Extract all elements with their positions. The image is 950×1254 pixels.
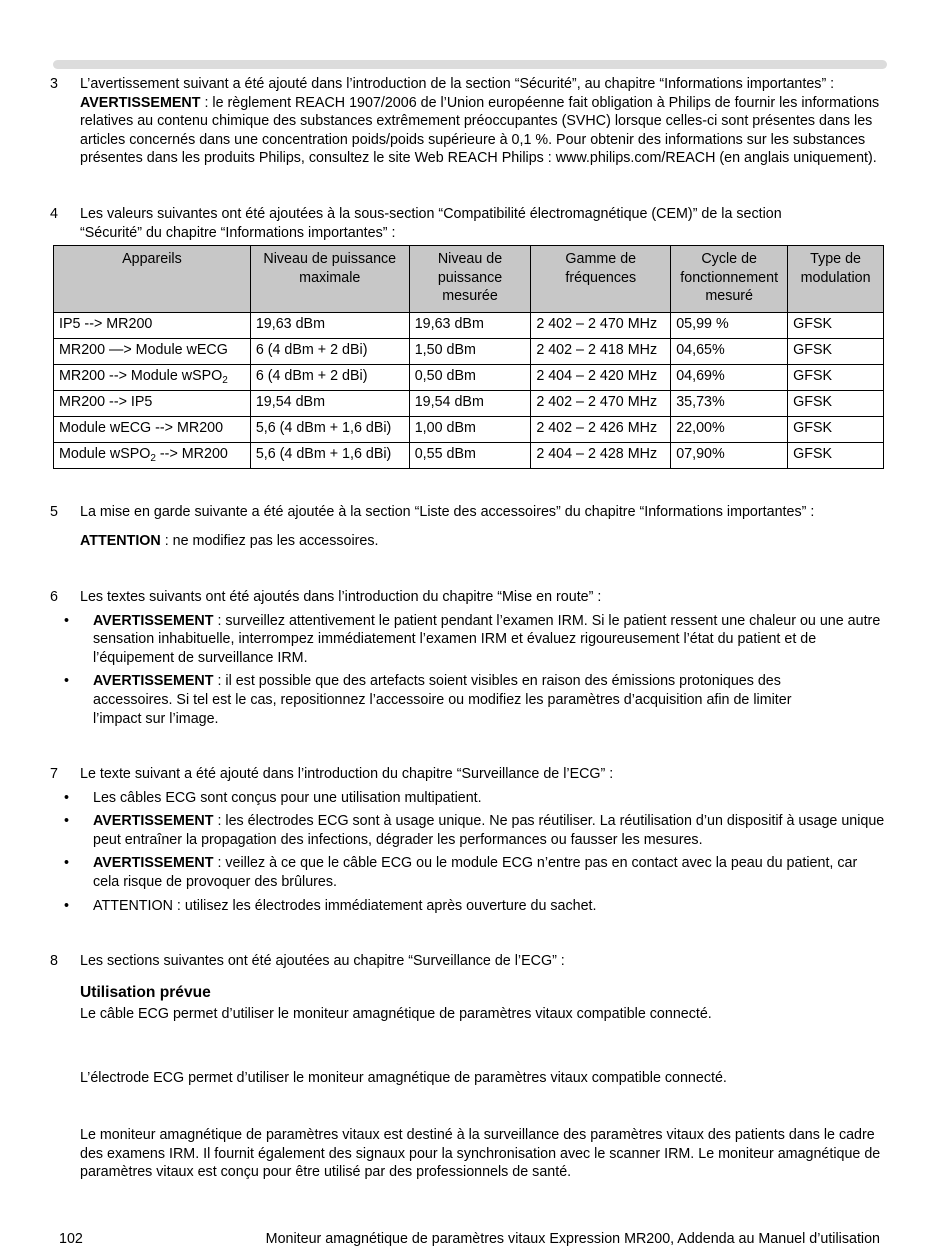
- cell-max-power: 6 (4 dBm + 2 dBi): [250, 338, 409, 364]
- header-bar: [53, 60, 887, 69]
- footer-title: Moniteur amagnétique de paramètres vitaux Expression MR200, Addenda au Manuel d’utilisation: [265, 1231, 880, 1247]
- table-row: [54, 390, 884, 416]
- caution-text: : ne modifiez pas les accessoires.: [160, 532, 379, 549]
- cell-frequency: 2 402 – 2 426 MHz: [531, 416, 671, 442]
- item-7: [50, 765, 886, 915]
- column-header: Niveau de puissance maximale: [250, 246, 409, 313]
- item-6: [50, 588, 886, 728]
- cell-max-power: 19,63 dBm: [250, 312, 409, 338]
- cell-frequency: 2 402 – 2 418 MHz: [531, 338, 671, 364]
- column-header: Gamme de fréquences: [531, 246, 671, 313]
- page-number: 102: [59, 1231, 83, 1247]
- item-text: Les sections suivantes ont été ajoutées au chapitre “Surveillance de l’ECG” :: [80, 953, 565, 969]
- item-number: 7: [50, 766, 58, 782]
- cell-max-power: 5,6 (4 dBm + 1,6 dBi): [250, 416, 409, 442]
- paragraph-block: [50, 1069, 886, 1088]
- bullet-item: • AVERTISSEMENT : veillez à ce que le câble ECG ou le module ECG n’entre pas en contact avec la peau du patient, car cela risque de provoquer des brûlures.: [93, 854, 886, 891]
- cell-duty-cycle: 05,99 %: [671, 312, 788, 338]
- warning-label: AVERTISSEMENT: [80, 94, 201, 111]
- cell-duty-cycle: 07,90%: [671, 442, 788, 468]
- cell-duty-cycle: 04,65%: [671, 338, 788, 364]
- paragraph-block: [50, 1126, 886, 1182]
- caution-line: [80, 532, 886, 551]
- item-text: Les valeurs suivantes ont été ajoutées à la sous-section “Compatibilité électromagnétique (CEM)” de la section “Sécurité” du chapitre “Informations importantes” :: [80, 206, 782, 241]
- cell-measured-power: 0,50 dBm: [409, 364, 531, 390]
- table-row: [54, 364, 884, 390]
- cell-max-power: 19,54 dBm: [250, 390, 409, 416]
- cell-frequency: 2 404 – 2 428 MHz: [531, 442, 671, 468]
- item-5: [50, 503, 886, 550]
- column-header: Niveau de puissance mesurée: [409, 246, 531, 313]
- bullet-item: • ATTENTION : utilisez les électrodes immédiatement après ouverture du sachet.: [93, 897, 886, 916]
- bullet-item: • AVERTISSEMENT : il est possible que des artefacts soient visibles en raison des émissions protoniques des accessoires. Si tel est le cas, repositionnez l’accessoire ou modifiez les paramètres d’acquisition afin de limiter l’impact sur l’image.: [93, 672, 838, 728]
- item-text: La mise en garde suivante a été ajoutée à la section “Liste des accessoires” du chapitre “Informations importantes” :: [80, 504, 815, 520]
- cell-duty-cycle: 35,73%: [671, 390, 788, 416]
- paragraph: L’électrode ECG permet d’utiliser le moniteur amagnétique de paramètres vitaux compatible connecté.: [80, 1070, 727, 1086]
- item-number: 4: [50, 206, 58, 222]
- item-3: [50, 75, 886, 168]
- item-number: 8: [50, 953, 58, 969]
- item-intro: L’avertissement suivant a été ajouté dans l’introduction de la section “Sécurité”, au chapitre “Informations importantes” :: [80, 76, 835, 92]
- cell-modulation: GFSK: [788, 416, 884, 442]
- table-row: [54, 442, 884, 468]
- cell-duty-cycle: 22,00%: [671, 416, 788, 442]
- table-header-row: [54, 246, 884, 313]
- table-row: [54, 338, 884, 364]
- column-header: Appareils: [54, 246, 251, 313]
- cell-max-power: 5,6 (4 dBm + 1,6 dBi): [250, 442, 409, 468]
- cell-duty-cycle: 04,69%: [671, 364, 788, 390]
- cell-max-power: 6 (4 dBm + 2 dBi): [250, 364, 409, 390]
- item-text: Les textes suivants ont été ajoutés dans l’introduction du chapitre “Mise en route” :: [80, 589, 602, 605]
- cell-measured-power: 1,50 dBm: [409, 338, 531, 364]
- column-header: Type de modulation: [788, 246, 884, 313]
- cell-device: Module wECG --> MR200: [54, 416, 251, 442]
- cell-frequency: 2 404 – 2 420 MHz: [531, 364, 671, 390]
- cell-modulation: GFSK: [788, 364, 884, 390]
- cell-device: MR200 —> Module wECG: [54, 338, 251, 364]
- cell-modulation: GFSK: [788, 312, 884, 338]
- paragraph: Le câble ECG permet d’utiliser le moniteur amagnétique de paramètres vitaux compatible connecté.: [80, 1005, 712, 1022]
- item-8: [50, 952, 886, 971]
- table-row: [54, 416, 884, 442]
- cell-device: IP5 --> MR200: [54, 312, 251, 338]
- cell-measured-power: 19,63 dBm: [409, 312, 531, 338]
- section-intended-use: [50, 984, 886, 1023]
- item-number: 5: [50, 504, 58, 520]
- cell-device: MR200 --> IP5: [54, 390, 251, 416]
- table-row: [54, 312, 884, 338]
- cell-frequency: 2 402 – 2 470 MHz: [531, 312, 671, 338]
- item-number: 6: [50, 589, 58, 605]
- paragraph: Le moniteur amagnétique de paramètres vitaux est destiné à la surveillance des paramètres vitaux des patients dans le cadre des examens IRM. Il fournit également des signaux pour la synchronisation avec le scanner IRM. Le moniteur amagnétique de paramètres vitaux est conçu pour être utilisé par des professionnels de santé.: [80, 1127, 881, 1181]
- cell-modulation: GFSK: [788, 442, 884, 468]
- cell-modulation: GFSK: [788, 338, 884, 364]
- item-text: Le texte suivant a été ajouté dans l’introduction du chapitre “Surveillance de l’ECG” :: [80, 766, 614, 782]
- section-heading: Utilisation prévue: [80, 984, 211, 1001]
- cell-device: MR200 --> Module wSPO$_2$: [54, 364, 251, 390]
- bullet-item: • Les câbles ECG sont conçus pour une utilisation multipatient.: [93, 789, 886, 808]
- column-header: Cycle de fonctionnement mesuré: [671, 246, 788, 313]
- cell-measured-power: 0,55 dBm: [409, 442, 531, 468]
- cell-modulation: GFSK: [788, 390, 884, 416]
- item-4: [50, 205, 886, 242]
- item-number: 3: [50, 76, 58, 92]
- cell-measured-power: 1,00 dBm: [409, 416, 531, 442]
- cell-frequency: 2 402 – 2 470 MHz: [531, 390, 671, 416]
- bullet-item: • AVERTISSEMENT : surveillez attentivement le patient pendant l’examen IRM. Si le patient ressent une chaleur ou une autre sensation inhabituelle, interrompez immédiatement l’examen IRM et évaluez rigoureusement l’état du patient et de l’équipement de surveillance IRM.: [93, 612, 883, 668]
- warning-text: : le règlement REACH 1907/2006 de l’Union européenne fait obligation à Philips de fournir les informations relatives au contenu chimique des substances extrêmement préoccupantes (SVHC) lorsque celles-ci sont présentes dans les articles concernés dans une concentration poids/poids supérieure à 0,1 %. Pour obtenir des informations sur les substances présentes dans les produits Philips, consultez le site Web REACH Philips : www.philips.com/REACH (en anglais uniquement).: [80, 94, 880, 167]
- cem-table: [53, 245, 884, 469]
- caution-label: ATTENTION: [80, 532, 161, 549]
- cell-measured-power: 19,54 dBm: [409, 390, 531, 416]
- bullet-item: • AVERTISSEMENT : les électrodes ECG sont à usage unique. Ne pas réutiliser. La réutilisation d’un dispositif à usage unique peut entraîner la propagation des infections, dégrader les performances ou fausser les mesures.: [93, 812, 886, 849]
- cell-device: Module wSPO$_2$ --> MR200: [54, 442, 251, 468]
